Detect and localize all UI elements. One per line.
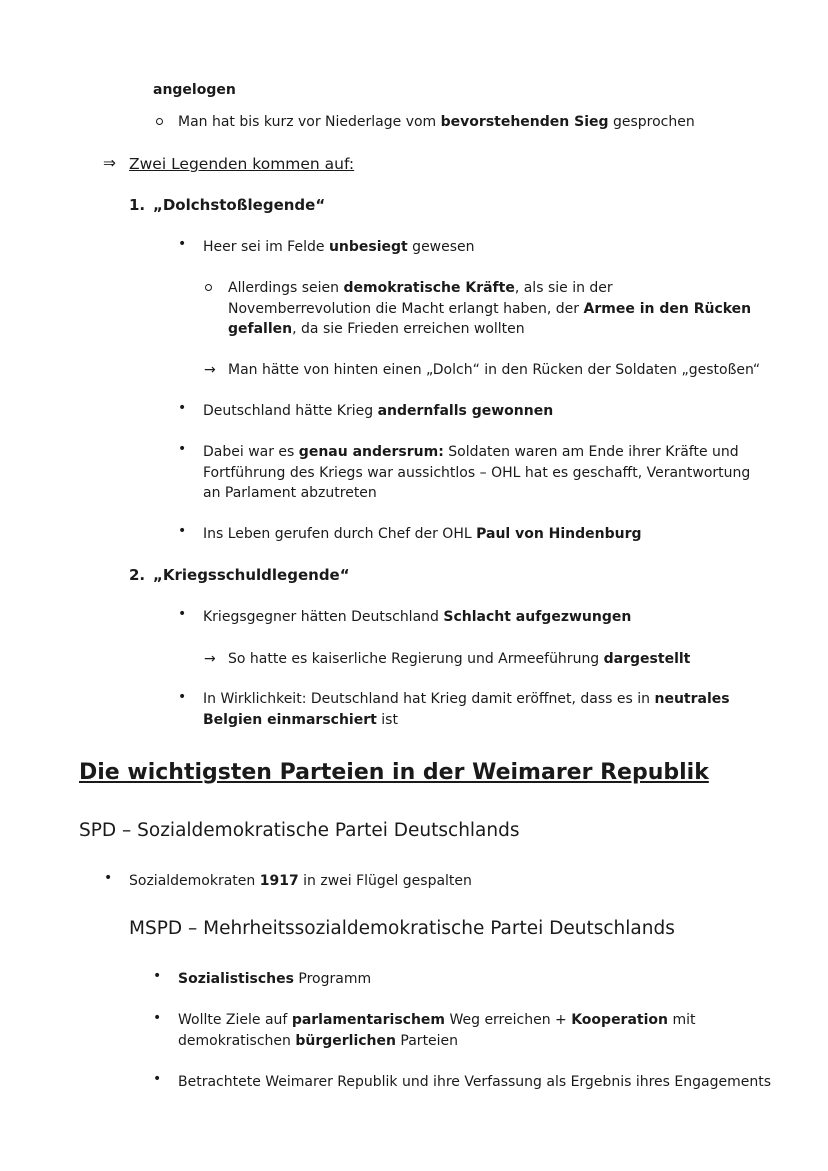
bullet-icon: • bbox=[178, 689, 187, 705]
dolch-bullet-3: Dabei war es genau andersrum: Soldaten waren am Ende ihrer Kräfte und Fortführung des Kriegs war aussichtlos – OHL hat es geschafft, Verantwortung an Parlament abzutreten bbox=[203, 444, 751, 501]
bullet-icon: • bbox=[153, 1071, 162, 1087]
mspd-bullet-1: Sozialistisches Programm bbox=[178, 971, 372, 987]
double-arrow-icon: ⇒ bbox=[103, 154, 116, 172]
kriegsschuld-arrow-text: So hatte es kaiserliche Regierung und Armeeführung dargestellt bbox=[228, 651, 691, 667]
kriegsschuld-bullet-2: In Wirklichkeit: Deutschland hat Krieg damit eröffnet, dass es in neutrales Belgien einmarschiert ist bbox=[203, 691, 730, 728]
bullet-icon: • bbox=[178, 236, 187, 252]
angelogen-text: angelogen bbox=[153, 82, 236, 98]
dolch-title: „Dolchstoßlegende“ bbox=[153, 196, 326, 214]
list-number-1: 1. bbox=[129, 196, 146, 214]
spd-bullet-1: Sozialdemokraten 1917 in zwei Flügel gespalten bbox=[129, 873, 472, 889]
bullet-icon: • bbox=[178, 606, 187, 622]
mspd-bullet-2: Wollte Ziele auf parlamentarischem Weg erreichen + Kooperation mit demokratischen bürgerlichen Parteien bbox=[178, 1012, 696, 1049]
dolch-bullet-4: Ins Leben gerufen durch Chef der OHL Paul von Hindenburg bbox=[203, 526, 642, 542]
bullet-icon: • bbox=[153, 1010, 162, 1026]
kriegsschuld-bullet-1: Kriegsgegner hätten Deutschland Schlacht aufgezwungen bbox=[203, 609, 632, 625]
bullet-icon: • bbox=[178, 441, 187, 457]
bullet-icon: • bbox=[153, 968, 162, 984]
dolch-sub-bullet: Allerdings seien demokratische Kräfte, als sie in der Novemberrevolution die Macht erlangt haben, der Armee in den Rücken gefallen, da sie Frieden erreichen wollten bbox=[228, 280, 752, 337]
bullet-icon: • bbox=[178, 523, 187, 539]
dolch-bullet-1: Heer sei im Felde unbesiegt gewesen bbox=[203, 239, 475, 255]
circle-bullet-icon bbox=[205, 284, 212, 291]
circle-bullet-icon bbox=[156, 118, 163, 125]
mspd-bullet-3: Betrachtete Weimarer Republik und ihre Verfassung als Ergebnis ihres Engagements bbox=[178, 1074, 771, 1090]
list-number-2: 2. bbox=[129, 566, 146, 584]
right-arrow-icon: → bbox=[204, 651, 216, 667]
dolch-bullet-2: Deutschland hätte Krieg andernfalls gewonnen bbox=[203, 403, 554, 419]
parteien-heading: Die wichtigsten Parteien in der Weimarer Republik bbox=[79, 760, 709, 785]
mspd-heading: MSPD – Mehrheitssozialdemokratische Partei Deutschlands bbox=[129, 918, 675, 939]
legenden-heading: Zwei Legenden kommen auf: bbox=[129, 155, 355, 173]
kriegsschuld-title: „Kriegsschuldlegende“ bbox=[153, 566, 350, 584]
bullet-icon: • bbox=[178, 400, 187, 416]
bullet-icon: • bbox=[104, 870, 113, 886]
niederlage-line: Man hat bis kurz vor Niederlage vom bevorstehenden Sieg gesprochen bbox=[178, 114, 695, 130]
right-arrow-icon: → bbox=[204, 362, 216, 378]
dolch-arrow-text: Man hätte von hinten einen „Dolch“ in den Rücken der Soldaten „gestoßen“ bbox=[228, 362, 761, 378]
spd-heading: SPD – Sozialdemokratische Partei Deutschlands bbox=[79, 820, 520, 841]
